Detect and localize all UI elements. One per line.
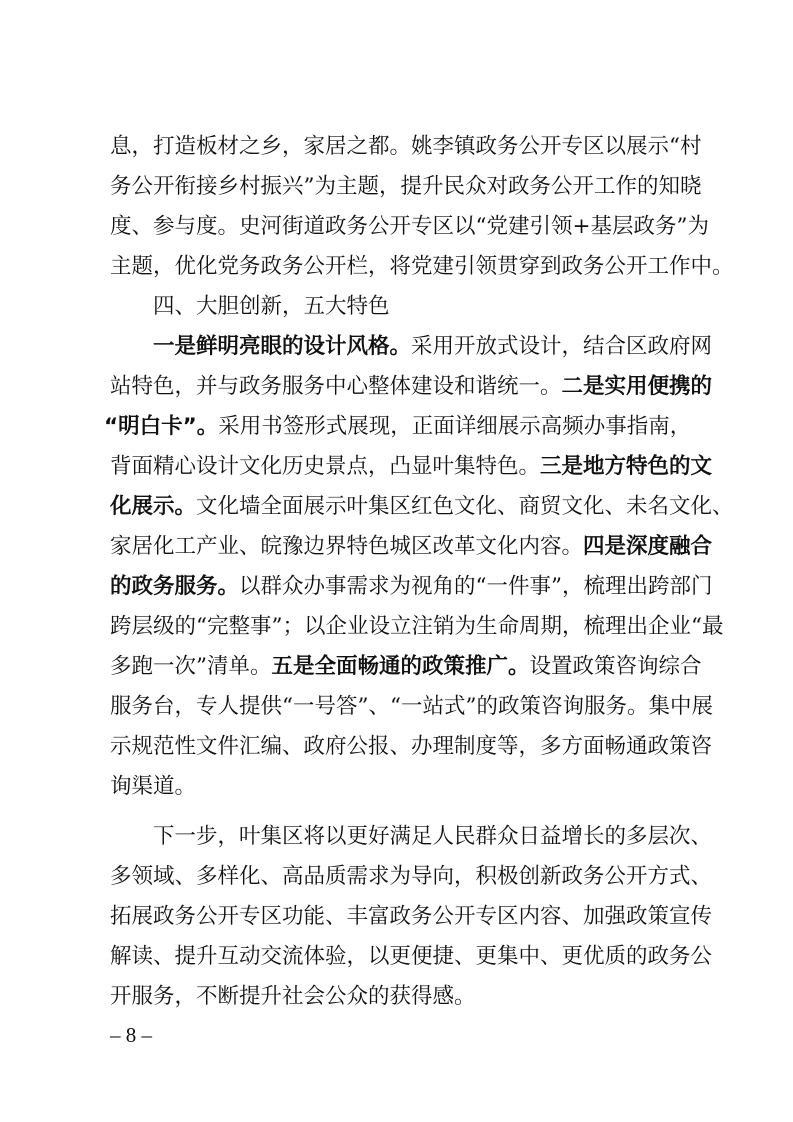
text-line xyxy=(110,857,713,897)
bold-text-run: 的政务服务。 xyxy=(110,574,240,599)
text-run: 采用开放式设计，结合区政府网 xyxy=(411,334,713,359)
text-line xyxy=(110,567,713,607)
bold-text-run: 五是全面畅通的政策推广。 xyxy=(271,654,530,679)
text-run: 四、大胆创新，五大特色 xyxy=(153,294,390,319)
text-line xyxy=(110,767,690,807)
text-line xyxy=(110,977,690,1017)
text-line xyxy=(110,727,713,767)
text-line xyxy=(110,527,713,567)
page-number: – 8 – xyxy=(110,1023,152,1047)
section-heading xyxy=(153,287,733,327)
text-run: 采用书签形式展现，正面详细展示高频办事指南， xyxy=(218,414,692,439)
text-run: 多跑一次”清单。 xyxy=(110,654,272,679)
text-line xyxy=(110,487,734,527)
text-line xyxy=(110,167,702,207)
text-run: 主题，优化党务政务公开栏，将党建引领贯穿到政务公开工作中。 xyxy=(110,254,734,279)
text-line xyxy=(104,407,692,447)
text-run: 开服务，不断提升社会公众的获得感。 xyxy=(110,984,476,1009)
text-run: 询渠道。 xyxy=(110,774,197,799)
text-line xyxy=(153,817,733,857)
text-run: 多领域、多样化、高品质需求为导向，积极创新政务公开方式、 xyxy=(110,864,713,889)
text-run: 站特色，并与政务服务中心整体建设和谐统一。 xyxy=(110,374,562,399)
text-line xyxy=(110,207,710,247)
text-run: 务公开衔接乡村振兴”为主题，提升民众对政务公开工作的知晓 xyxy=(110,174,702,199)
bold-text-run: 一是鲜明亮眼的设计风格。 xyxy=(153,334,412,359)
text-run: 服务台，专人提供“一号答”、“一站式”的政策咨询服务。集中展 xyxy=(110,694,713,719)
bold-text-run: 化展示。 xyxy=(110,494,197,519)
text-run: 家居化工产业、皖豫边界特色城区改革文化内容。 xyxy=(110,534,584,559)
text-run: 解读、提升互动交流体验，以更便捷、更集中、更优质的政务公 xyxy=(110,944,713,969)
bold-text-run: 三是地方特色的文 xyxy=(540,454,713,479)
text-line xyxy=(110,247,734,287)
text-line xyxy=(153,327,733,367)
text-line xyxy=(110,937,713,977)
text-line xyxy=(110,607,724,647)
text-run: 设置政策咨询综合 xyxy=(529,654,702,679)
text-line xyxy=(110,897,713,937)
text-line xyxy=(110,447,713,487)
text-run: 息，打造板材之乡，家居之都。姚李镇政务公开专区以展示“村 xyxy=(110,134,702,159)
bold-text-run: 二是实用便携的 xyxy=(561,374,713,399)
bold-text-run: “明白卡”。 xyxy=(104,414,219,439)
text-run: 度、参与度。史河街道政务公开专区以“党建引领+基层政务”为 xyxy=(110,214,710,239)
text-run: 拓展政务公开专区功能、丰富政务公开专区内容、加强政策宣传 xyxy=(110,904,713,929)
text-run: 下一步，叶集区将以更好满足人民群众日益增长的多层次、 xyxy=(153,824,713,849)
text-line xyxy=(110,367,713,407)
text-line xyxy=(110,687,713,727)
bold-text-run: 四是深度融合 xyxy=(583,534,713,559)
text-run: 跨层级的“完整事”；以企业设立注销为生命周期，梳理出企业“最 xyxy=(110,614,724,639)
text-line xyxy=(110,127,702,167)
text-run: 文化墙全面展示叶集区红色文化、商贸文化、未名文化、 xyxy=(196,494,734,519)
text-line xyxy=(110,647,702,687)
text-run: 示规范性文件汇编、政府公报、办理制度等，多方面畅通政策咨 xyxy=(110,734,713,759)
text-run: 以群众办事需求为视角的“一件事”，梳理出跨部门 xyxy=(239,574,713,599)
text-run: 背面精心设计文化历史景点，凸显叶集特色。 xyxy=(110,454,541,479)
